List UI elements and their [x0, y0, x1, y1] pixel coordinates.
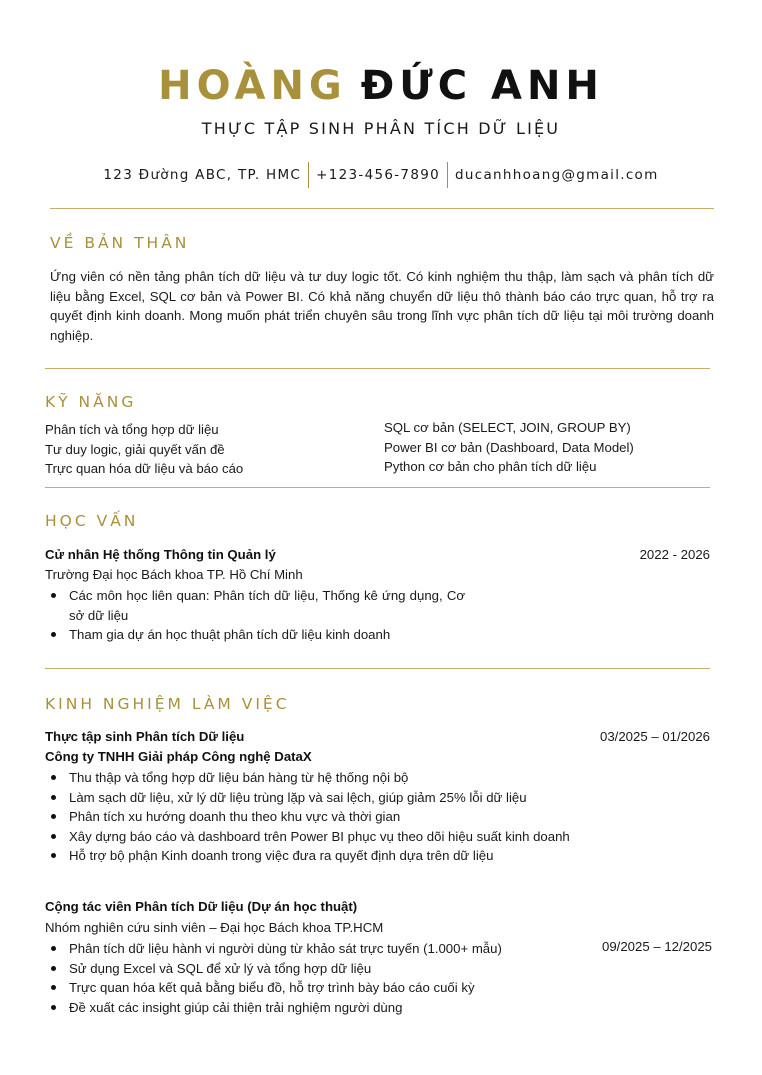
education-period: 2022 - 2026 — [639, 547, 710, 562]
contact-email: ducanhhoang@gmail.com — [455, 167, 659, 183]
skills-heading: KỸ NĂNG — [45, 393, 137, 411]
list-item: Các môn học liên quan: Phân tích dữ liệu, Thống kê ứng dụng, Cơ sở dữ liệu — [45, 586, 465, 625]
skill-item: Tư duy logic, giải quyết vấn đề — [45, 442, 225, 457]
job-period: 09/2025 – 12/2025 — [601, 939, 712, 954]
contact-address: 123 Đường ABC, TP. HMC — [103, 167, 302, 183]
skill-item: Python cơ bản cho phân tích dữ liệu — [384, 459, 597, 474]
job-company: Nhóm nghiên cứu sinh viên – Đại học Bách khoa TP.HCM — [45, 920, 384, 935]
candidate-name — [0, 62, 762, 110]
school-name: Trường Đại học Bách khoa TP. Hồ Chí Minh — [45, 567, 303, 582]
contact-bar — [0, 162, 762, 188]
list-item: Phân tích dữ liệu hành vi người dùng từ khảo sát trực tuyến (1.000+ mẫu) — [45, 939, 585, 959]
job-role: Cộng tác viên Phân tích Dữ liệu (Dự án học thuật) — [45, 899, 358, 914]
education-heading: HỌC VẤN — [45, 512, 139, 530]
job-bullets — [45, 939, 585, 1017]
skill-item: Phân tích và tổng hợp dữ liệu — [45, 422, 219, 437]
job-title: THỰC TẬP SINH PHÂN TÍCH DỮ LIỆU — [201, 119, 561, 138]
section-divider — [45, 368, 710, 369]
job-period: 03/2025 – 01/2026 — [599, 729, 710, 744]
job-bullets — [45, 768, 705, 866]
about-text: Ứng viên có nền tảng phân tích dữ liệu và tư duy logic tốt. Có kinh nghiệm thu thập, làm sạch và phân tích dữ liệu bằng Excel, SQL cơ bản và Power BI. Có khả năng chuyển dữ liệu thô thành báo cáo trực quan, hỗ trợ ra quyết định kinh doanh. Mong muốn phát triển chuyên sâu trong lĩnh vực phân tích dữ liệu tại môi trường doanh nghiệp. — [50, 269, 714, 343]
list-item: Sử dụng Excel và SQL để xử lý và tổng hợp dữ liệu — [45, 959, 585, 979]
list-item: Phân tích xu hướng doanh thu theo khu vực và thời gian — [45, 807, 705, 827]
section-divider — [45, 487, 710, 488]
section-divider — [50, 208, 714, 209]
experience-heading: KINH NGHIỆM LÀM VIỆC — [45, 695, 290, 713]
list-item: Xây dựng báo cáo và dashboard trên Power BI phục vụ theo dõi hiệu suất kinh doanh — [45, 827, 705, 847]
list-item: Thu thập và tổng hợp dữ liệu bán hàng từ hệ thống nội bộ — [45, 768, 705, 788]
contact-phone: +123-456-7890 — [316, 167, 440, 183]
list-item: Tham gia dự án học thuật phân tích dữ liệu kinh doanh — [45, 625, 465, 645]
skill-item: SQL cơ bản (SELECT, JOIN, GROUP BY) — [384, 420, 631, 435]
job-company: Công ty TNHH Giải pháp Công nghệ DataX — [45, 749, 312, 764]
education-bullets — [45, 586, 465, 645]
first-name: HOÀNG — [158, 63, 347, 109]
list-item: Hỗ trợ bộ phận Kinh doanh trong việc đưa ra quyết định dựa trên dữ liệu — [45, 846, 705, 866]
job-role: Thực tập sinh Phân tích Dữ liệu — [45, 729, 245, 744]
skill-item: Trực quan hóa dữ liệu và báo cáo — [45, 461, 244, 476]
list-item: Làm sạch dữ liệu, xử lý dữ liệu trùng lặp và sai lệch, giúp giảm 25% lỗi dữ liệu — [45, 788, 705, 808]
degree-title: Cử nhân Hệ thống Thông tin Quản lý — [45, 547, 276, 562]
about-heading: VỀ BẢN THÂN — [50, 234, 190, 252]
section-divider — [45, 668, 710, 669]
skill-item: Power BI cơ bản (Dashboard, Data Model) — [384, 440, 634, 455]
last-name: ĐỨC ANH — [360, 63, 604, 109]
list-item: Đề xuất các insight giúp cải thiện trải nghiệm người dùng — [45, 998, 585, 1018]
list-item: Trực quan hóa kết quả bằng biểu đồ, hỗ trợ trình bày báo cáo cuối kỳ — [45, 978, 585, 998]
